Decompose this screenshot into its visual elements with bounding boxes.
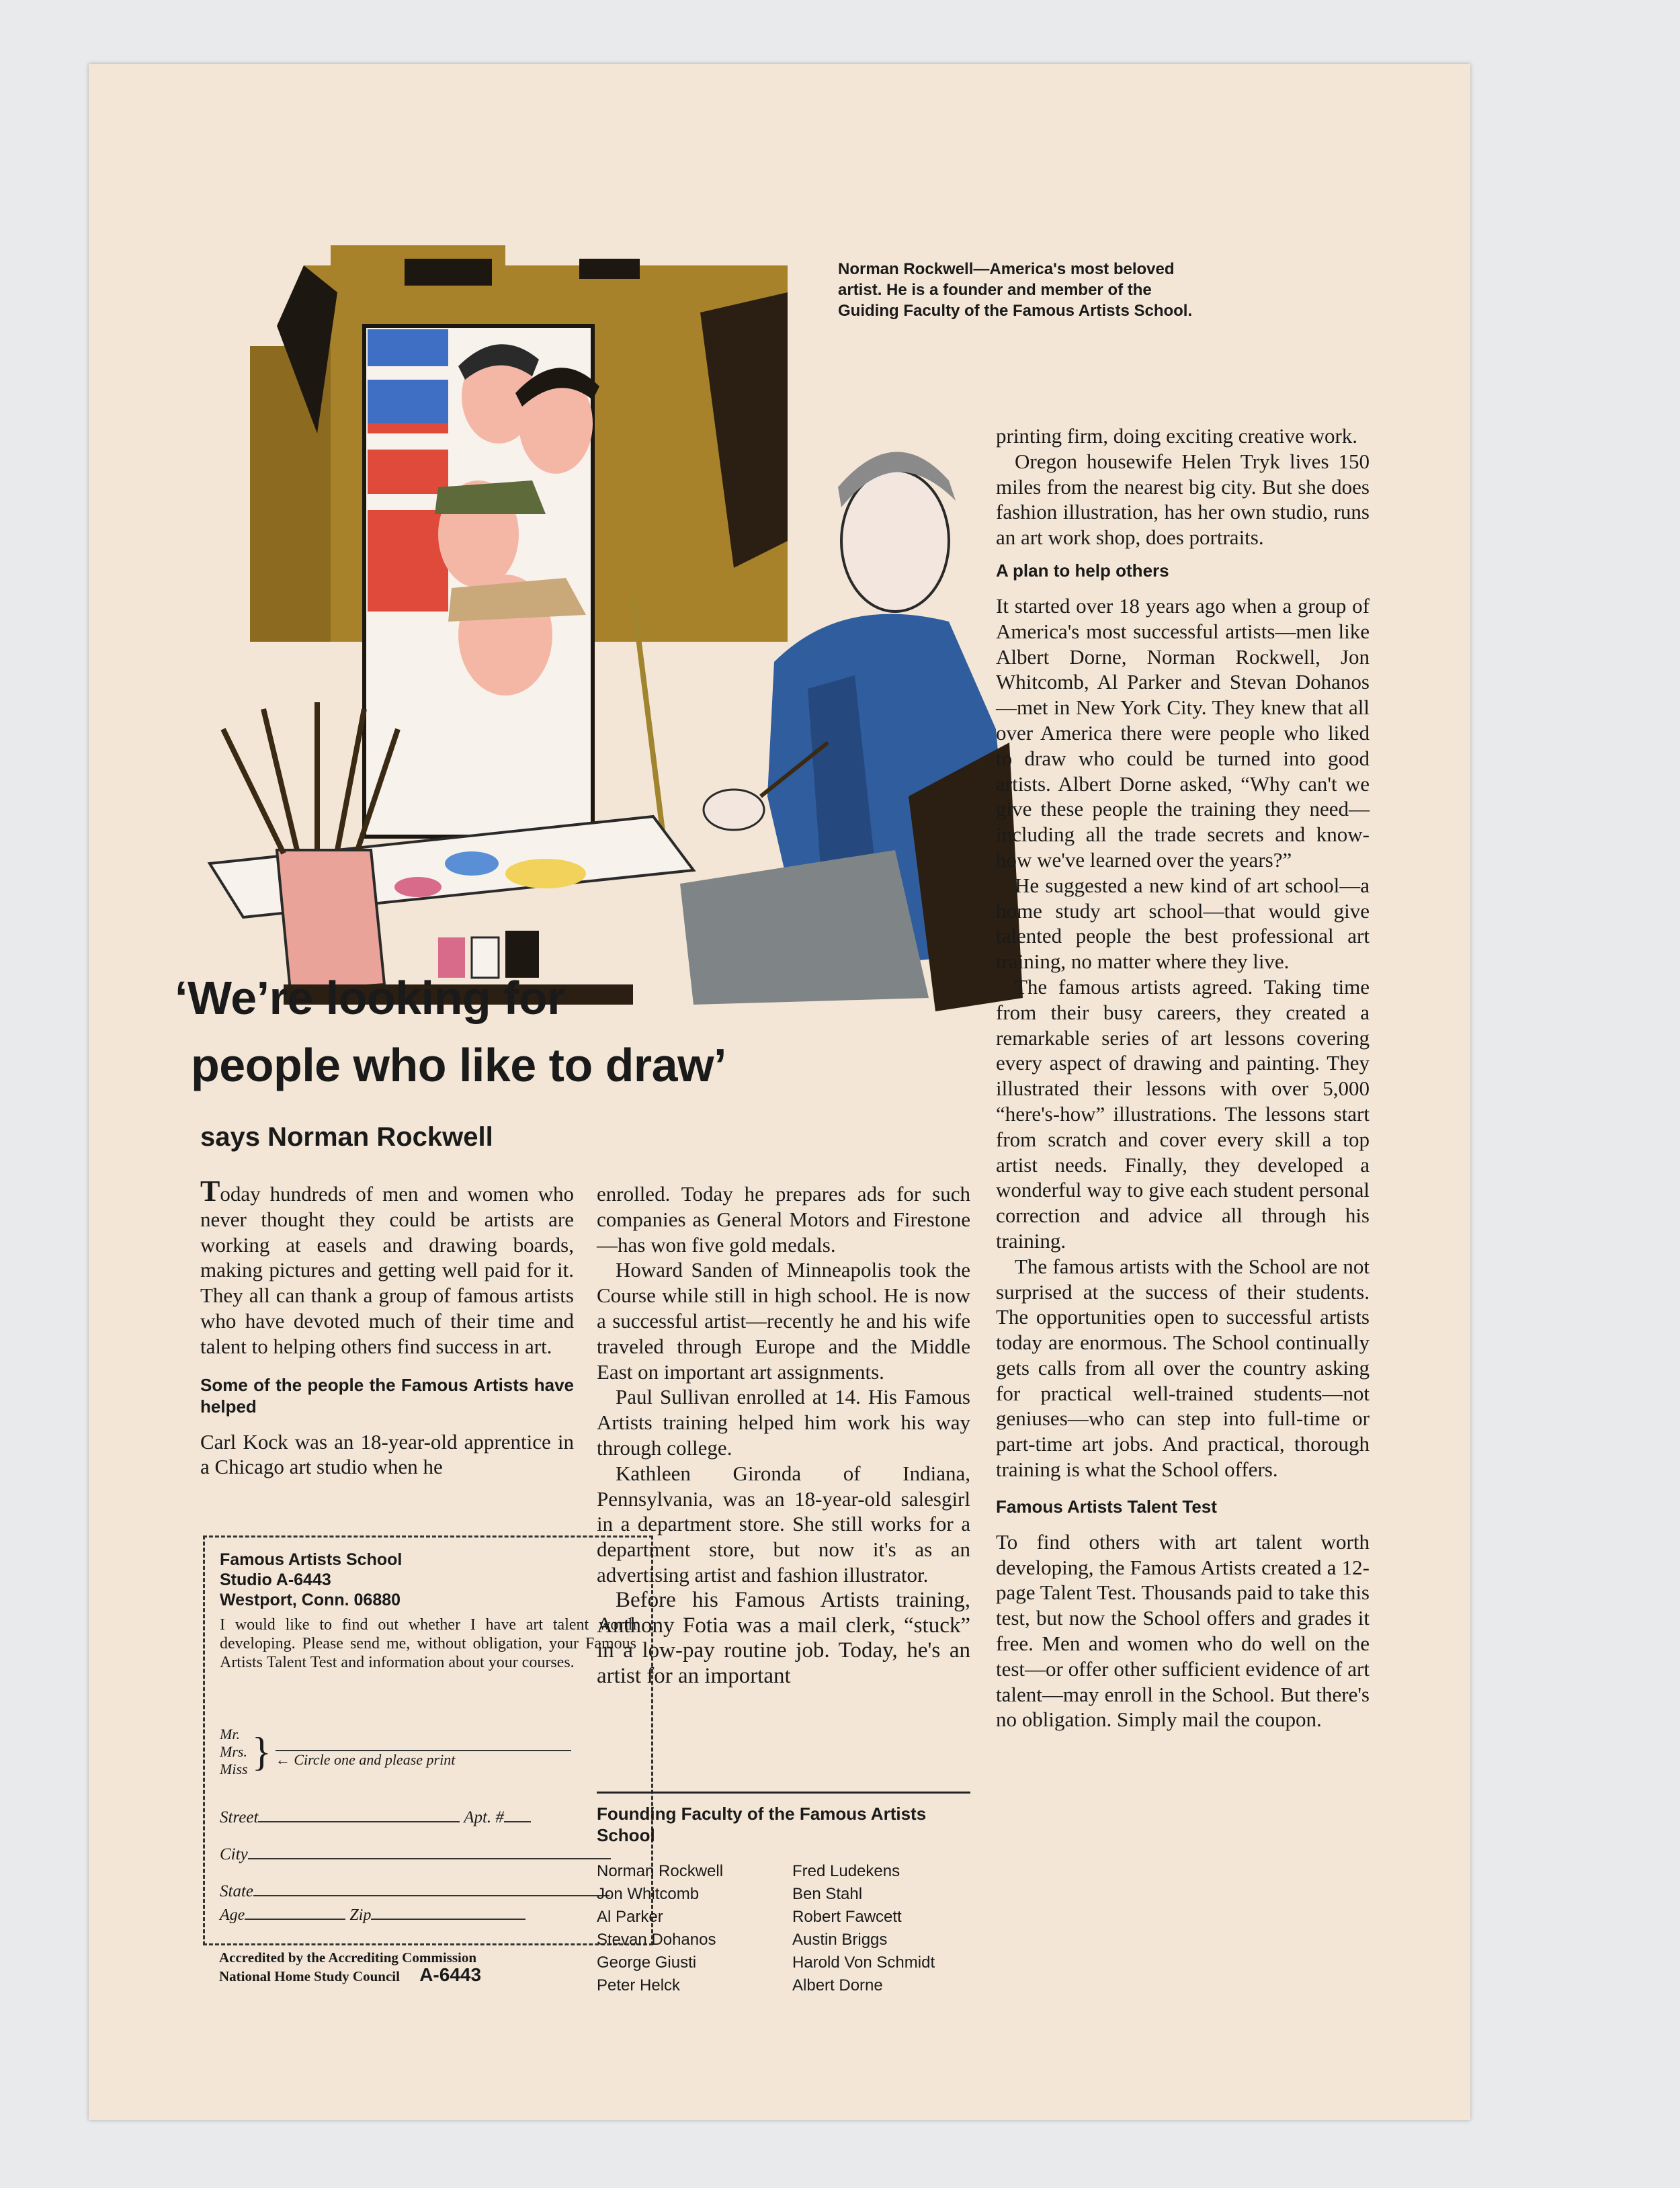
faculty-member: Harold Von Schmidt [792,1953,935,1972]
col2-paragraph-1: enrolled. Today he prepares ads for such companies as General Motors and Firestone—has won five gold medals. [597,1182,970,1257]
col3-paragraph-5: The famous artists agreed. Taking time from their busy careers, they created a remarkable series of art lessons covering every aspect of drawing and painting. They illustrated their lessons with over 5,000 “here's-how” illustrations. The lessons start from scratch and cover every skill a top artist needs. Finally, they developed a wonderful way to give each student personal correction and advice all through his training. [996,974,1370,1253]
subhead-talent-test: Famous Artists Talent Test [996,1496,1217,1517]
accreditation-line-2: National Home Study Council [219,1968,400,1984]
coupon-address: Westport, Conn. 06880 [220,1591,401,1609]
faculty-member: Peter Helck [597,1976,681,1994]
zip-field[interactable] [371,1904,526,1920]
coupon-request-text: I would like to find out whether I have art talent worth developing. Please send me, without obligation, your Famous Artists Talent Test and information about your courses. [220,1616,636,1671]
coupon-school: Famous Artists School [220,1550,403,1569]
faculty-divider [597,1792,970,1794]
salutation-miss[interactable]: Miss [220,1761,248,1777]
coupon-studio: Studio A-6443 [220,1570,331,1589]
faculty-member: Norman Rockwell [597,1862,724,1880]
age-label: Age [220,1906,245,1924]
illustration-caption: Norman Rockwell—America's most beloved artist. He is a founder and member of the Guiding Faculty of the Famous Artists School. [838,260,1193,320]
column-3 [996,423,1370,1732]
headline-line-1: ‘We’re looking for [175,972,565,1024]
faculty-member: Albert Dorne [792,1976,883,1994]
faculty-list-left [597,1860,792,1997]
col3-paragraph-7: To find others with art talent worth developing, the Famous Artists created a 12-page Talent Test. Thousands paid to take this test, but now the School offers and grades it free. Men and women who do well on the test—or offer other sufficient evidence of art talent—may enroll in the School. But there's no obligation. Simply mail the coupon. [996,1529,1370,1732]
accreditation-line-1: Accredited by the Accrediting Commission [219,1949,477,1966]
faculty-member: Jon Whitcomb [597,1885,700,1903]
subhead-plan: A plan to help others [996,560,1169,581]
zip-label: Zip [349,1906,372,1924]
city-label: City [220,1845,248,1863]
faculty-member: Stevan Dohanos [597,1931,716,1949]
carl-kock-paragraph: Carl Kock was an 18-year-old apprentice in a Chicago art studio when he [200,1429,574,1479]
subhead-helped: Some of the people the Famous Artists have helped [200,1374,574,1417]
state-field[interactable] [253,1880,610,1896]
city-field[interactable] [248,1843,611,1859]
faculty-member: George Giusti [597,1953,697,1972]
apt-field[interactable] [504,1806,531,1822]
faculty-member: Austin Briggs [792,1931,888,1949]
col3-paragraph-6: The famous artists with the School are not surprised at the success of their students. The opportunities open to successful artists today are enormous. The School continually gets calls from all over the country asking for practical well-trained students—not geniuses—who can step into full-time or part-time art jobs. And practical, thorough training is what the School offers. [996,1254,1370,1482]
intro-paragraph: Today hundreds of men and women who never thought they could be artists are working at easels and drawing boards, making pictures and getting well paid for it. They all can thank a group of famous artists who have devoted much of their time and talent to helping others find success in art. [200,1175,574,1358]
age-field[interactable] [245,1904,345,1920]
col3-paragraph-1: printing firm, doing exciting creative work. [996,424,1358,448]
salutation-mrs[interactable]: Mrs. [220,1743,247,1760]
headline [175,964,948,1099]
byline: says Norman Rockwell [200,1122,493,1152]
column-1 [200,1175,574,1480]
col2-paragraph-2: Howard Sanden of Minneapolis took the Course while still in high school. He is now a successful artist—recently he and his wife traveled through Europe and the Middle East on important art assignments. [597,1258,970,1384]
faculty-member: Fred Ludekens [792,1862,900,1880]
faculty-heading: Founding Faculty of the Famous Artists School [597,1804,927,1845]
drop-cap: T [200,1175,220,1208]
name-field[interactable] [276,1735,571,1751]
apt-label: Apt. # [464,1808,504,1826]
circle-note: ← Circle one and please print [275,1751,456,1768]
faculty-member: Robert Fawcett [792,1908,902,1926]
street-row[interactable] [220,1806,636,1827]
faculty-member: Al Parker [597,1908,663,1926]
col2-paragraph-5: Before his Famous Artists training, Anthony Fotia was a mail clerk, “stuck” in a low-pay routine job. Today, he's an artist for an important [597,1587,970,1689]
col3-paragraph-2: Oregon housewife Helen Tryk lives 150 miles from the nearest big city. But she does fashion illustration, has her own studio, runs an art work shop, does portraits. [996,449,1370,550]
accreditation [219,1949,636,1985]
salutation-mr[interactable]: Mr. [220,1726,240,1742]
state-row[interactable] [220,1880,636,1901]
faculty-member: Ben Stahl [792,1885,863,1903]
age-zip-row[interactable] [220,1904,636,1925]
coupon-name-row[interactable]: Mr. Mrs. Miss } ← Circle one and please print [220,1726,636,1778]
magazine-page [89,64,1470,2120]
street-label: Street [220,1808,259,1826]
col2-paragraph-3: Paul Sullivan enrolled at 14. His Famous Artists training helped him work his way through college. [597,1385,970,1460]
street-field[interactable] [258,1806,460,1822]
state-label: State [220,1882,253,1900]
coupon-form[interactable] [203,1535,653,1945]
column-2 [597,1181,970,1689]
faculty-list-right [792,1860,987,1997]
coupon-code: A-6443 [419,1964,482,1985]
headline-line-2: people who like to draw’ [191,1039,726,1091]
col3-paragraph-4: He suggested a new kind of art school—a home study art school—that would give talented people the best professional art training, no matter where they live. [996,873,1370,974]
city-row[interactable] [220,1843,636,1864]
col3-paragraph-3: It started over 18 years ago when a group of America's most successful artists—men like Albert Dorne, Norman Rockwell, Jon Whitcomb, Al Parker and Stevan Dohanos—met in New York City. They knew that all over America there were people who liked to draw who could be turned into good artists. Albert Dorne asked, “Why can't we give these people the training they need—including all the trade secrets and know-how we've learned over the years?” [996,593,1370,872]
col2-paragraph-4: Kathleen Gironda of Indiana, Pennsylvania, was an 18-year-old salesgirl in a department store. She still works for a department store, but now it's as an advertising artist and fashion illustrator. [597,1461,970,1587]
